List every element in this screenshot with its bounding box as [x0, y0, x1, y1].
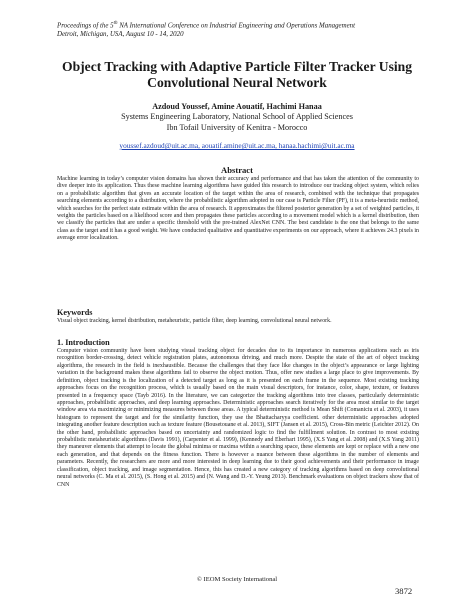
affiliation-line-2: Ibn Tofail University of Kenitra - Morocco [166, 123, 308, 132]
paper-title: Object Tracking with Adaptive Particle Filter Tracker Using Convolutional Neural Network [62, 59, 412, 90]
proceedings-header [57, 19, 427, 39]
introduction-heading: 1. Introduction [57, 338, 110, 347]
introduction-text: Computer vision community have been studying visual tracking object for decades due to its importance in numerous applications such as iris recognition border-crossing, detect vehicle registration plates, autonomous driving, and much more. Despite the state of the art of object tracking algorithms, the research in the field is inexhaustible. Because the challenges that they face like changes in the object’s appearance or large lighting variation in the background makes these algorithms fail to observe the object motion. Thus, offer new studies a large place to give improvements. By definition, object tracking is the localization of a detected target as long as it is presented on each frame in the sequence. Most existing tracking approaches focus on the recognition process, which is usually based on the main visual descriptors, for instance, color, shape, texture, or features presented in a frequency space (Tayb 2016). In the literature, we can categorize the tracking algorithms into tree classes, particularly deterministic approaches, probabilistic approaches, and deep learning approaches. Deterministic approaches search iteratively for the area most similar to the target window area via maximizing or minimizing measures between those areas. A typical deterministic method is Mean Shift (Comaniciu et al. 2003), it uses histogram to represent the target and for the similarity function, they use the Bhattacharyya coefficient. other deterministic approaches adopted integrating another feature description such as texture feature (Bousetouane et al. 2013), SIFT (Jansen et al. 2015), Cross-Bin metric (Leichter 2012). On the other hand, probabilistic approaches based on uncertainty and randomized logic to find the fulfillment solution. In contrast to most existing probabilistic metaheuristic algorithms (Davis 1991), (Carpenter et al. 1999), (Kennedy and Eberhart 1995), (X.S Yang et al. 2008) and (X.S Yang 2011) they maneuver elements that attempt to locate the global minima or maxima within a searching space, these elements are kept or replace with a new one each generation, and that depends on the fitness function. There is however a nuance between these algorithms in the number of elements and parameters. Recently, the researchers are more and more interested in deep learning due to their good achievements and their performance in image classification, object tracking, and image segmentation. Hence, this has created a new category of tracking algorithms based on deep convolutional neural networks (C. Ma et al. 2015), (S. Hong et al. 2015) and (N. Wang and D.-Y. Yeung 2013). Benchmark evaluations on object trackers show that of CNN [57, 348, 419, 488]
proceedings-line-1: Proceedings of the 5th NA International Conference on Industrial Engineering and Operations Management [57, 21, 355, 30]
proceedings-line-2: Detroit, Michigan, USA, August 10 - 14, 2020 [57, 31, 184, 39]
keywords-heading: Keywords [57, 308, 93, 317]
affiliation-line-1: Systems Engineering Laboratory, National School of Applied Sciences [121, 112, 353, 121]
author-emails-link[interactable]: youssef.azdoud@uit.ac.ma, aouatif.amine@uit.ac.ma, hanaa.hachimi@uit.ac.ma [119, 141, 355, 150]
copyright-footer: © IEOM Society International [196, 576, 278, 583]
page-number: 3872 [395, 586, 413, 596]
authors: Azdoud Youssef, Amine Aouatif, Hachimi Hanaa [152, 102, 322, 111]
keywords-text: Visual object tracking, kernel distribution, metaheuristic, particle filter, deep learning, convolutional neural network. [57, 318, 332, 324]
affiliation [40, 111, 434, 133]
abstract-heading: Abstract [221, 165, 253, 175]
abstract-text: Machine learning in today’s computer vision domains has shown their accuracy and performance and that has taken the attention of the community to dive deeper into its application. Thus these machine learning algorithms have guided this research to introduce our tracking object system, which relies on a probabilistic algorithm that gives an accurate location of the target within the area of research, combined with the technique that propagates searching elements according to a distribution, where the probabilistic algorithm adopted in our case is Particle Filter (PF), it is a meta-heuristic method, which searches for the perfect state estimate within the area of research. It approximates the filtered posterior generation by a set of weighted particles, it weights the particles based on a likelihood score and then propagates these particles according to a movement model which is a kernel distribution, then we classify the particles that are under a specific threshold with the pre-trained AlexNet CNN. The best candidate is the one that belongs to the same class as the target and it has a good weight. We have conducted qualitative and quantitative experiments on our approach, where it achieves 24.3 pixels in average error localization. [57, 176, 419, 242]
